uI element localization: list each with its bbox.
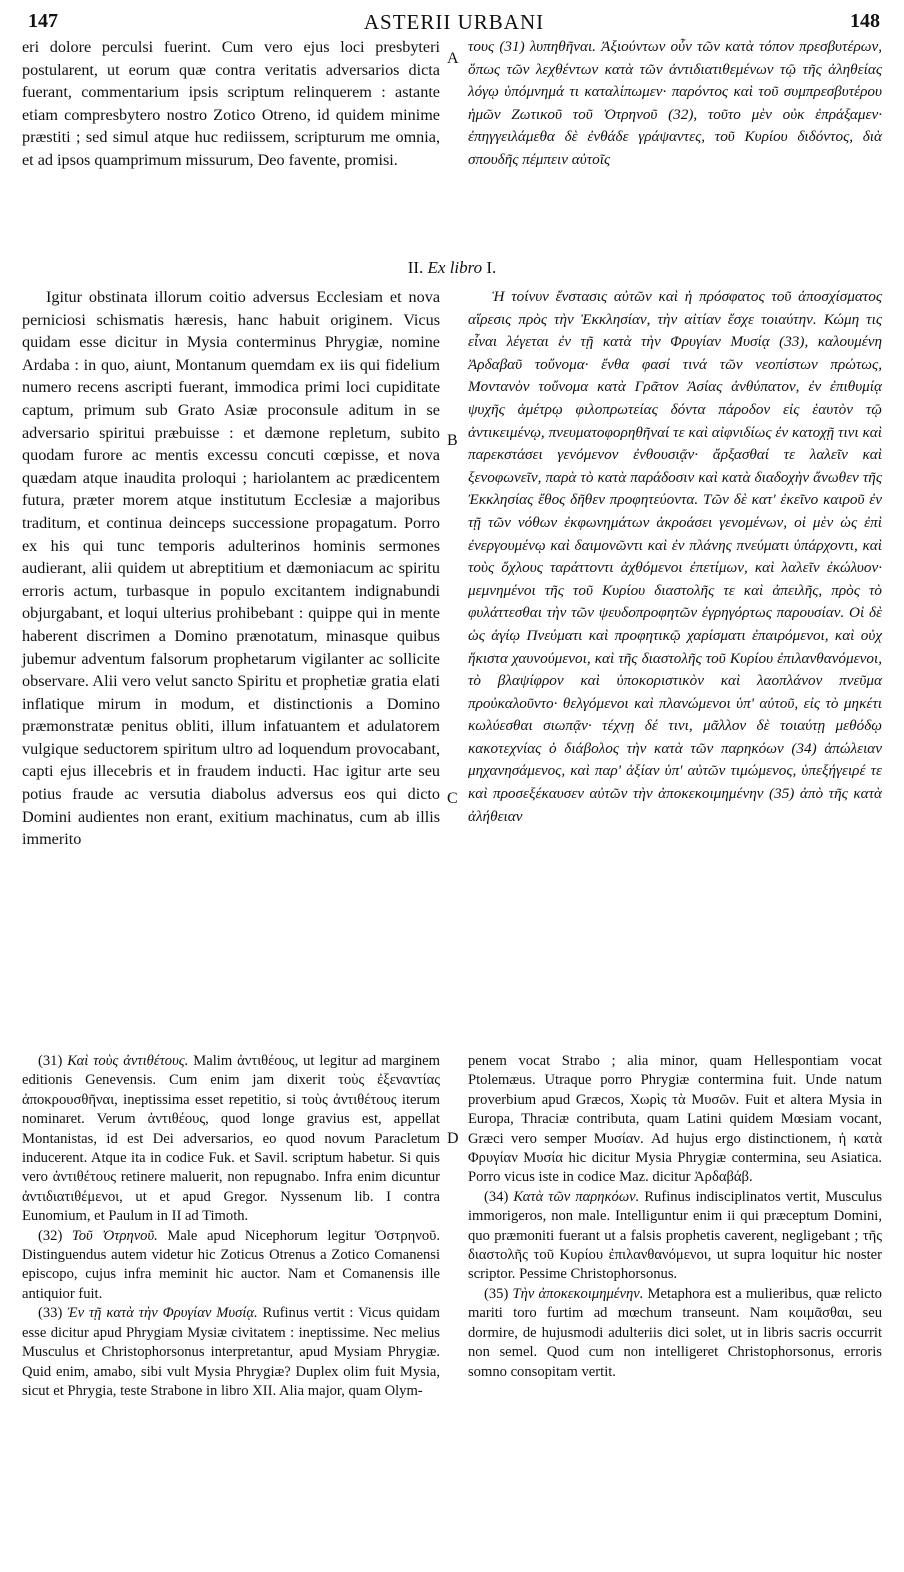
footnote-number: (33) [38,1305,63,1322]
section-book: I. [486,258,497,277]
footnote-text: penem vocat Strabo ; alia minor, quam Hellespontiam vocat Ptolemæus. Utraque porro Phrygiæ contermina fuit. Unde natum proverbium apud Græcos, Χωρὶς τὰ Μυσῶν. Fuit et altera Mysia in Europa, Thraciæ contributa, quam Latini quidem Mœsiam vocant, Græci vero semper Μυσίαν. Ad hujus ergo distinctionem, ἡ κατὰ Φρυγίαν Μυσία hic dicitur Mysia Phrygiæ contermina, seu Asiatica. Porro vicus iste in codice Maz. dicitur Ἀρδαβάβ. [468,1053,882,1186]
footnote-lemma: Καὶ τοὺς ἀντιθέτους. [67,1053,189,1069]
margin-marker-d: D [447,1130,459,1147]
footnote-number: (35) [484,1285,509,1302]
greek-column-main [468,286,882,828]
greek-column-top [468,36,882,172]
footnote-text: Metaphora est a mulieribus, quæ relicto mariti toro furtim ad mœchum transeunt. Nam κοιμᾶσθαι, seu dormire, de hujusmodi adulteriis dici solet, ut in libris sacris occurrit non semel. Quod cum non intelligeret Christophorsonus, erroris somno consopitam vertit. [468,1285,882,1380]
section-title [0,258,904,278]
running-header [28,10,880,34]
footnote-text: Rufinus vertit : Vicus quidam esse dicitur apud Phrygiam Mysiæ civitatem : ineptissime. Nec melius Musculus et Christophorsonus interpretantur, apud Mysiam Phrygiæ. Quid enim, amabo, sibi vult Mysia Phrygiæ? Duplex olim fuit Mysia, sicut et Phrygia, teste Strabone in libro XII. Alia major, quam Olym- [22,1305,440,1399]
footnotes-left [22,1052,440,1401]
latin-paragraph-top: eri dolore perculsi fuerint. Cum vero ejus loci presbyteri postularent, ut eorum quæ contra veritatis adversarios dicta fuerant, commentarium ipsis scriptum relinquerem : astante etiam compresbytero nostro Zotico Otreno, id quidem minime præstiti ; sed simul atque huc rediissem, scripturum me omnia, et ad ipsos quamprimum missurum, Deo favente, promisi. [22,38,440,169]
latin-column-top [22,36,440,172]
footnote-lemma: Τοῦ Ὀτρηνοῦ. [71,1227,158,1244]
footnote-number: (32) [38,1227,63,1244]
greek-paragraph-main: Ἡ τοίνυν ἔνστασις αὐτῶν καὶ ἡ πρόσφατος τοῦ ἀποσχίσματος αἵρεσις πρὸς τὴν Ἐκκλησίαν, τὴν αἰτίαν ἔσχε τοιαύτην. Κώμη τις εἶναι λέγεται ἐν τῇ κατὰ τὴν Φρυγίαν Μυσίᾳ (33), καλουμένη Ἀρδαβαῦ τοὔνομα· ἔνθα φασί τινά τῶν νεοπίστων πρώτως, Μοντανὸν τοὔνομα κατὰ Γρᾶτον Ἀσίας ἀνθύπατον, ἐν ἐπιθυμίᾳ ψυχῆς ἀμέτρῳ φιλοπρωτείας δόντα πάροδον εἰς ἑαυτὸν τῷ ἀντικειμένῳ, πνευματοφορηθῆναί τε καὶ αἰφνιδίως ἐν κατοχῇ τινι καὶ παρεκστάσει γενόμενον ἐνθουσιᾷν· ἄρξασθαί τε λαλεῖν καὶ ξενοφωνεῖν, παρὰ τὸ κατὰ παράδοσιν καὶ κατὰ διαδοχὴν ἄνωθεν τῆς Ἐκκλησίας ἔθος δῆθεν προφητεύοντα. Τῶν δὲ κατ' ἐκεῖνο καιροῦ ἐν τῇ τῶν νόθων ἐκφωνημάτων ἀκροάσει γενομένων, οἱ μὲν ὡς ἐπὶ ἐνεργουμένῳ καὶ δαιμονῶντι καὶ ἐν πλάνης πνεύματι ὑπάρχοντι, καὶ τοὺς ὄχλους ταράττοντι ἀχθόμενοι ἐπετίμων, καὶ λαλεῖν ἐκώλυον· μεμνημένοι τῆς τοῦ Κυρίου διαστολῆς τε καὶ ἀπειλῆς, πρὸς τὸ φυλάττεσθαι τὴν τῶν ψευδοπροφητῶν ἐγρηγόρτως παρουσίαν. Οἱ δὲ ὡς ἁγίῳ Πνεύματι καὶ προφητικῷ χαρίσματι ἐπαιρόμενοι, καὶ οὐχ ἥκιστα χαυνούμενοι, καὶ τῆς διαστολῆς τοῦ Κυρίου ἐπιλανθανόμενοι, τὸ βλαψίφρον καὶ ὑποκοριστικὸν καὶ λαοπλάνον πνεῦμα προὐκαλοῦντο· θελγόμενοι καὶ πλανώμενοι ὑπ' αὐτοῦ, εἰς τὸ μηκέτι κωλύεσθαι σιωπᾷν· τέχνῃ δέ τινι, μᾶλλον δὲ τοιαύτῃ μεθόδῳ κακοτεχνίας ὁ διάβολος τὴν κατὰ τῶν παρηκόων (34) ἀπώλειαν μηχανησάμενος, καὶ παρ' ἀξίαν ὑπ' αὐτῶν τιμώμενος, ὑπεξήγειρέ τε καὶ προσεξέκαυσεν αὐτῶν τὴν ἀποκεκοιμημένην (35) ἀπὸ τῆς κατὰ ἀλήθειαν [468,288,882,825]
footnote-lemma: Κατὰ τῶν παρηκόων. [513,1188,640,1205]
footnotes-right [468,1052,882,1382]
footnote-text: Rufinus indisciplinatos vertit, Musculus immorigeros, non male. Intelliguntur enim ii qui præceptum Domini, quo præmoniti fuerant ut a falsis prophetis caverent, negligebant ; τῆς διαστολῆς τοῦ Κυρίου ἐπιλανθανόμενοι, ut supra loquitur hic noster scriptor. Pessime Christophorsonus. [468,1188,882,1283]
latin-paragraph-main: Igitur obstinata illorum coitio adversus Ecclesiam et nova perniciosi schismatis hæresis, hanc habuit originem. Vicus quidam esse dicitur in Mysia conterminus Phrygiæ, nomine Ardaba : in quo, aiunt, Montanum quemdam ex iis qui fidelium numero recens ascripti fuerant, immodica primi loci cupiditate captum, primum sub Grato Asiæ proconsule aditum in se adversario spiritui præbuisse : et dæmone repletum, subito quodam furore ac mentis excessu concuti cœpisse, et nova quædam atque inaudita proloqui ; hariolantem ac prædicentem futura, præter morem atque institutum Ecclesiæ a majoribus traditum, et continua deinceps successione propagatum. Porro ex his qui tunc temporis adulterinos hominis sermones audierant, alii quidem ut abreptitium et dæmoniacum ac spiritu erroris actum, turbasque in populo excitantem indignabundi objurgabant, et loqui ulterius prohibebant : quippe qui in mente haberent discrimen a Domino prænotatum, minasque quibus jubemur adventum falsorum prophetarum vigilanter ac sollicite observare. Alii vero velut sancto Spiritu et prophetiæ gratia elati inflatique mirum in modum, et distinctionis a Domino præmonstratæ penitus obliti, illum infatuantem et adulatorem vulgique seductorem spiritum ultro ad loquendum provocabant, capti ejus illecebris et in fraudem inducti. Hac igitur arte seu potius fraude ac versutia diabolus adversus eos qui dicto Domini audientes non erant, exitium machinatus, cum ab illis immerito [22,288,440,849]
footnote-33 [22,1304,440,1401]
footnote-text: Malim ἀντιθέους, ut legitur ad marginem editionis Genevensis. Cum enim jam dixerit τοὺς ἐξεναντίας ἀποκρουσθῆναι, ineptissima esset repetitio, si τοὺς ἀντιθέτους iterum nominaret. Verum ἀντιθέους, quod longe gravius est, appellat Montanistas, id est Dei adversarios, eo quod novum Paracletum inducerent. Atque ita in codice Fuk. et Savil. scriptum habetur. Si quis vero ἀντιθέτους retinere maluerit, non repugnabo. Infra enim dicuntur ἀντιδιατιθέμενοι, ut et apud Gregor. Nyssenum lib. I contra Eunomium, et Paulum in II ad Timoth. [22,1053,440,1225]
margin-marker-b: B [447,432,458,449]
footnote-33-continued [468,1052,882,1188]
footnote-35 [468,1285,882,1382]
footnote-number: (34) [484,1188,509,1205]
footnote-text: Male apud Nicephorum legitur Ὀστρηνοῦ. Distinguendus autem videtur hic Zoticus Otrenus a Zotico Comanensi episcopo, cujus infra meminit hic auctor. Nam et Comanensis ille antiquior fuit. [22,1227,441,1302]
footnote-31 [22,1052,440,1227]
footnote-lemma: Τὴν ἀποκεκοιμημένην. [512,1285,644,1302]
footnote-number: (31) [38,1053,63,1069]
latin-column-main [22,286,440,851]
margin-marker-c: C [447,790,458,807]
footnote-lemma: Ἐν τῇ κατὰ τὴν Φρυγίαν Μυσίᾳ. [67,1305,258,1322]
page-number-left: 147 [28,10,58,32]
page-number-right: 148 [850,10,880,32]
section-number: II. [407,258,424,277]
footnote-32 [22,1227,440,1305]
section-title-text: Ex libro [427,258,483,277]
greek-paragraph-top: τους (31) λυπηθῆναι. Ἀξιούντων οὖν τῶν κατὰ τόπον πρεσβυτέρων, ὅπως τῶν λεχθέντων κατὰ τῶν ἀντιδιατιθεμένων τῷ τῆς ἀληθείας λόγῳ ὑπόμνημά τι καταλίπωμεν· παρόντος καὶ τοῦ συμπρεσβυτέρου ἡμῶν Ζωτικοῦ τοῦ Ὀτρηνοῦ (32), τοῦτο μὲν οὐκ ἐπράξαμεν· ἐπηγγειλάμεθα δὲ ἐνθάδε γράψαντες, τοῦ Κυρίου διδόντος, διὰ σπουδῆς πέμπειν αὐτοῖς [468,38,882,168]
footnote-34 [468,1188,882,1285]
running-title: ASTERII URBANI [363,10,545,34]
margin-marker-a: A [447,50,459,67]
